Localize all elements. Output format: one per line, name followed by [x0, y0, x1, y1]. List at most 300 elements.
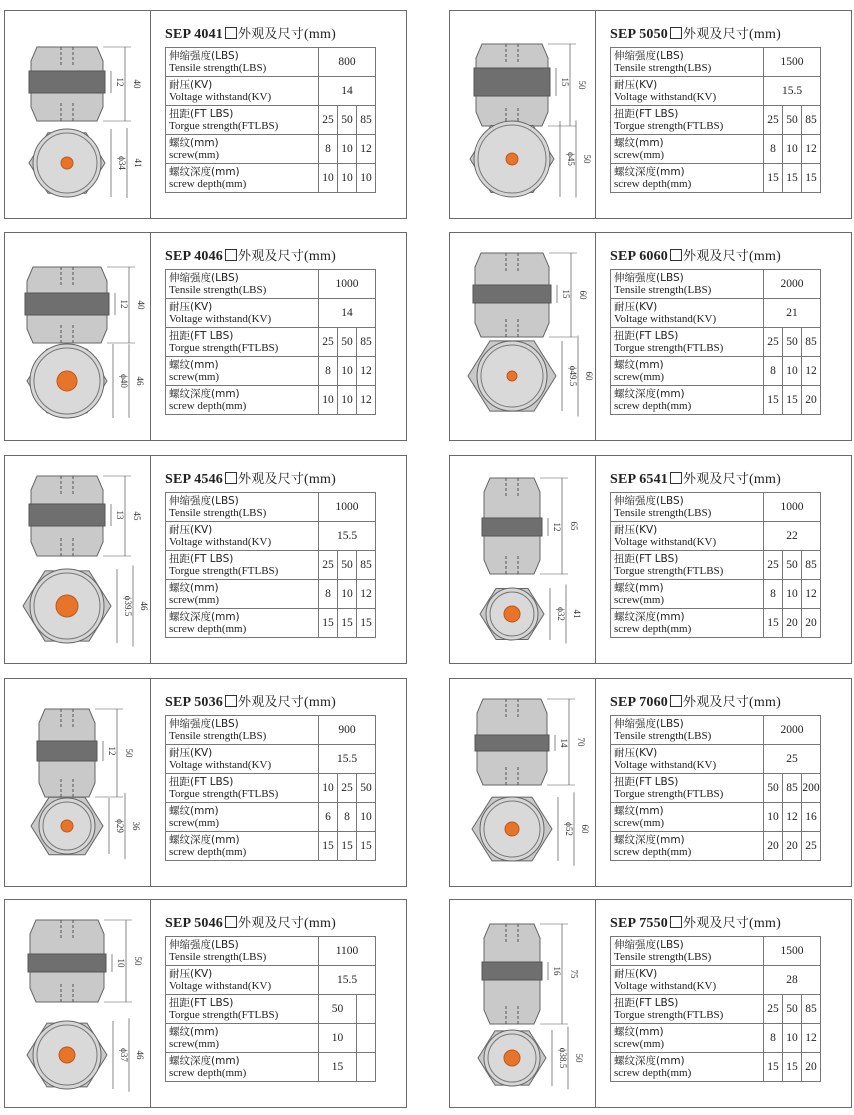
label-en: Voltage withstand(KV): [169, 91, 272, 103]
spec-label: [166, 803, 319, 832]
label-cn: 螺纹深度(mm): [614, 611, 685, 623]
spec-row-screw: [611, 803, 821, 832]
label-cn: 扭距(FT LBS): [169, 997, 234, 1009]
label-en: screw(mm): [614, 594, 665, 606]
band-dim-label: 12: [552, 522, 562, 532]
spec-value: 10: [783, 580, 802, 609]
product-title: [610, 912, 781, 932]
spec-value: 50: [764, 774, 783, 803]
spec-value: 85: [357, 106, 376, 135]
thread-hole: [504, 606, 520, 622]
label-en: screw(mm): [169, 371, 220, 383]
spec-value: 15: [764, 609, 783, 638]
spec-empty-cell: [357, 995, 376, 1024]
spec-value: 15: [764, 164, 783, 193]
spec-value: 10: [783, 1024, 802, 1053]
spec-row-screw: [611, 580, 821, 609]
product-title: [165, 691, 336, 711]
title-unit: (mm): [304, 472, 336, 487]
label-en: Torgue strength(FTLBS): [614, 565, 724, 577]
spec-value: 85: [783, 774, 802, 803]
spec-empty-cell: [357, 1053, 376, 1082]
spec-value: 2000: [764, 270, 821, 299]
label-en: screw(mm): [169, 594, 220, 606]
product-card: [4, 10, 407, 219]
label-cn: 耐压(KV): [169, 747, 213, 759]
insulator-band: [474, 68, 550, 96]
label-cn: 耐压(KV): [614, 79, 658, 91]
spec-value: 20: [802, 1053, 821, 1082]
spec-value: 8: [764, 580, 783, 609]
checkbox-square-icon: [670, 249, 682, 261]
label-en: Torgue strength(FTLBS): [169, 565, 279, 577]
product-title: [165, 468, 336, 488]
height-dim-label: 50: [133, 956, 143, 966]
spec-value: 85: [802, 995, 821, 1024]
spec-row-depth: [166, 609, 376, 638]
spec-row-voltage: [166, 77, 376, 106]
spec-value: 25: [802, 832, 821, 861]
label-en: screw(mm): [614, 371, 665, 383]
spec-value: 1000: [764, 493, 821, 522]
band-dim-label: 14: [559, 738, 569, 748]
spec-row-depth: [611, 164, 821, 193]
label-en: Tensile strength(LBS): [614, 730, 712, 742]
hex-dim-label: 41: [572, 609, 582, 619]
spec-row-screw: [166, 803, 376, 832]
insulator-drawing: [5, 679, 150, 888]
spec-label: [166, 774, 319, 803]
spec-value: 10: [338, 386, 357, 415]
label-cn: 扭距(FT LBS): [614, 108, 679, 120]
product-title: [165, 23, 336, 43]
height-dim-label: 65: [569, 521, 579, 531]
label-en: screw depth(mm): [614, 1067, 692, 1079]
product-title: [610, 245, 781, 265]
label-en: Tensile strength(LBS): [614, 284, 712, 296]
spec-value: 12: [802, 135, 821, 164]
band-dim-label: 15: [560, 77, 570, 87]
spec-value: 8: [338, 803, 357, 832]
spec-value: 20: [764, 832, 783, 861]
label-cn: 螺纹(mm): [169, 805, 219, 817]
spec-value: 8: [764, 135, 783, 164]
spec-value: 10: [357, 164, 376, 193]
label-cn: 伸缩强度(LBS): [169, 718, 239, 730]
label-en: Torgue strength(FTLBS): [169, 120, 279, 132]
thread-hole: [57, 371, 77, 391]
label-en: screw depth(mm): [614, 846, 692, 858]
label-cn: 螺纹深度(mm): [614, 388, 685, 400]
product-card: [449, 455, 852, 664]
spec-value: 12: [357, 386, 376, 415]
label-en: Voltage withstand(KV): [614, 759, 717, 771]
dia-dim-label: ϕ49.5: [568, 365, 578, 387]
card-divider: [150, 456, 151, 663]
spec-value: 10: [783, 357, 802, 386]
spec-value: 25: [764, 328, 783, 357]
spec-value: 20: [783, 609, 802, 638]
label-en: screw(mm): [169, 817, 220, 829]
spec-value: 10: [764, 803, 783, 832]
spec-value: 15.5: [319, 522, 376, 551]
spec-value: 50: [338, 106, 357, 135]
label-cn: 耐压(KV): [614, 301, 658, 313]
dia-dim-label: ϕ45: [566, 152, 576, 166]
insulator-band: [28, 954, 106, 972]
title-suffix-cn: 外观及尺寸: [238, 695, 305, 710]
spec-value: 25: [319, 106, 338, 135]
spec-value: 12: [357, 580, 376, 609]
label-en: Torgue strength(FTLBS): [169, 788, 279, 800]
insulator-drawing: [450, 11, 595, 220]
label-en: screw depth(mm): [169, 623, 247, 635]
spec-value: 50: [783, 995, 802, 1024]
spec-label: [611, 164, 764, 193]
card-divider: [150, 900, 151, 1107]
spec-value: 50: [783, 106, 802, 135]
label-en: screw depth(mm): [169, 178, 247, 190]
dia-dim-label: ϕ39.5: [123, 595, 133, 617]
spec-value: 15: [357, 832, 376, 861]
spec-row-torque: [611, 995, 821, 1024]
spec-value: 25: [764, 745, 821, 774]
checkbox-square-icon: [670, 472, 682, 484]
label-cn: 伸缩强度(LBS): [614, 939, 684, 951]
spec-table: [165, 715, 376, 861]
band-dim-label: 16: [552, 966, 562, 976]
spec-label: [611, 609, 764, 638]
label-en: Voltage withstand(KV): [614, 313, 717, 325]
spec-value: 8: [319, 580, 338, 609]
spec-label: [166, 937, 319, 966]
spec-value: 15: [783, 386, 802, 415]
label-cn: 螺纹(mm): [614, 582, 664, 594]
dia-dim-label: ϕ34: [117, 156, 127, 170]
spec-table: [610, 47, 821, 193]
checkbox-square-icon: [225, 916, 237, 928]
hex-dim-label: 60: [580, 824, 590, 834]
model-number: SEP 4046: [165, 249, 224, 264]
model-number: SEP 5046: [165, 916, 224, 931]
spec-row-voltage: [166, 966, 376, 995]
spec-row-depth: [166, 832, 376, 861]
spec-value: 85: [802, 106, 821, 135]
spec-value: 10: [319, 164, 338, 193]
spec-value: 14: [319, 299, 376, 328]
spec-row-tensile: [611, 716, 821, 745]
spec-value: 10: [319, 1024, 357, 1053]
insulator-drawing: [5, 456, 150, 665]
spec-label: [611, 580, 764, 609]
spec-row-torque: [611, 774, 821, 803]
model-number: SEP 6060: [610, 249, 669, 264]
spec-table: [610, 936, 821, 1082]
title-unit: (mm): [304, 27, 336, 42]
spec-value: 15.5: [764, 77, 821, 106]
spec-row-depth: [611, 609, 821, 638]
product-card: [449, 232, 852, 441]
dia-dim-label: ϕ32: [556, 607, 566, 621]
product-title: [165, 912, 336, 932]
label-en: Torgue strength(FTLBS): [169, 342, 279, 354]
model-number: SEP 7060: [610, 695, 669, 710]
spec-value: 25: [338, 774, 357, 803]
band-dim-label: 12: [107, 746, 117, 756]
spec-value: 50: [338, 551, 357, 580]
spec-value: 12: [783, 803, 802, 832]
spec-label: [166, 135, 319, 164]
label-cn: 伸缩强度(LBS): [614, 495, 684, 507]
spec-value: 10: [783, 135, 802, 164]
title-unit: (mm): [749, 249, 781, 264]
label-cn: 螺纹(mm): [614, 137, 664, 149]
label-en: screw(mm): [169, 149, 220, 161]
model-number: SEP 7550: [610, 916, 669, 931]
dia-dim-label: ϕ38.5: [558, 1047, 568, 1069]
product-card: [4, 455, 407, 664]
spec-value: 8: [319, 135, 338, 164]
product-card: [4, 899, 407, 1108]
spec-value: 1100: [319, 937, 376, 966]
spec-row-voltage: [611, 77, 821, 106]
spec-value: 15: [319, 609, 338, 638]
spec-label: [166, 299, 319, 328]
hex-dim-label: 50: [582, 154, 592, 164]
spec-label: [166, 995, 319, 1024]
label-en: screw(mm): [614, 817, 665, 829]
spec-row-voltage: [166, 522, 376, 551]
spec-label: [166, 522, 319, 551]
spec-label: [611, 522, 764, 551]
spec-row-tensile: [611, 48, 821, 77]
product-title: [610, 468, 781, 488]
hex-dim-label: 36: [131, 821, 141, 831]
label-cn: 耐压(KV): [169, 301, 213, 313]
height-dim-label: 60: [578, 290, 588, 300]
spec-row-torque: [166, 551, 376, 580]
label-en: Tensile strength(LBS): [614, 62, 712, 74]
spec-label: [611, 270, 764, 299]
title-unit: (mm): [749, 695, 781, 710]
checkbox-square-icon: [225, 249, 237, 261]
spec-value: 50: [338, 328, 357, 357]
dia-dim-label: ϕ40: [119, 374, 129, 388]
spec-value: 8: [764, 1024, 783, 1053]
label-cn: 耐压(KV): [614, 968, 658, 980]
card-divider: [150, 679, 151, 886]
spec-label: [611, 328, 764, 357]
spec-label: [611, 135, 764, 164]
product-card: [449, 678, 852, 887]
spec-row-tensile: [611, 937, 821, 966]
label-cn: 螺纹深度(mm): [614, 1055, 685, 1067]
hex-dim-label: 46: [139, 601, 149, 611]
spec-value: 15: [783, 1053, 802, 1082]
product-title: [610, 691, 781, 711]
spec-label: [611, 832, 764, 861]
spec-label: [611, 774, 764, 803]
band-dim-label: 10: [116, 958, 126, 968]
spec-label: [166, 357, 319, 386]
thread-hole: [505, 822, 519, 836]
spec-value: 15: [802, 164, 821, 193]
spec-label: [166, 270, 319, 299]
spec-table: [165, 936, 376, 1082]
insulator-drawing: [450, 456, 595, 665]
spec-value: 6: [319, 803, 338, 832]
spec-value: 10: [357, 803, 376, 832]
spec-value: 21: [764, 299, 821, 328]
spec-label: [611, 357, 764, 386]
thread-hole: [61, 157, 73, 169]
insulator-drawing: [450, 679, 595, 888]
spec-value: 25: [319, 551, 338, 580]
label-en: Voltage withstand(KV): [614, 536, 717, 548]
label-en: Tensile strength(LBS): [169, 730, 267, 742]
spec-value: 25: [764, 106, 783, 135]
spec-table: [165, 492, 376, 638]
label-cn: 螺纹深度(mm): [169, 834, 240, 846]
spec-row-screw: [611, 135, 821, 164]
spec-label: [166, 48, 319, 77]
spec-value: 10: [338, 580, 357, 609]
spec-value: 85: [357, 551, 376, 580]
label-en: Voltage withstand(KV): [614, 91, 717, 103]
spec-label: [166, 966, 319, 995]
title-unit: (mm): [749, 27, 781, 42]
label-en: Torgue strength(FTLBS): [614, 120, 724, 132]
spec-row-voltage: [166, 745, 376, 774]
title-suffix-cn: 外观及尺寸: [683, 249, 750, 264]
spec-value: 50: [783, 551, 802, 580]
spec-row-depth: [611, 1053, 821, 1082]
label-en: Tensile strength(LBS): [614, 951, 712, 963]
label-en: screw(mm): [614, 1038, 665, 1050]
thread-hole: [59, 1047, 75, 1063]
insulator-drawing: [5, 900, 150, 1109]
spec-value: 10: [338, 164, 357, 193]
spec-row-torque: [611, 328, 821, 357]
product-card: [449, 899, 852, 1108]
card-divider: [595, 233, 596, 440]
height-dim-label: 75: [569, 969, 579, 979]
spec-value: 1500: [764, 937, 821, 966]
label-en: Voltage withstand(KV): [169, 536, 272, 548]
label-cn: 伸缩强度(LBS): [614, 718, 684, 730]
spec-row-voltage: [611, 522, 821, 551]
label-en: screw depth(mm): [614, 178, 692, 190]
spec-row-screw: [166, 580, 376, 609]
spec-row-torque: [166, 774, 376, 803]
spec-row-tensile: [611, 270, 821, 299]
spec-row-tensile: [166, 937, 376, 966]
spec-label: [611, 106, 764, 135]
spec-label: [166, 77, 319, 106]
hex-dim-label: 46: [135, 1050, 145, 1060]
spec-value: 900: [319, 716, 376, 745]
spec-value: 1000: [319, 270, 376, 299]
label-cn: 螺纹深度(mm): [169, 611, 240, 623]
label-en: screw depth(mm): [614, 400, 692, 412]
dia-dim-label: ϕ52: [564, 822, 574, 836]
model-number: SEP 5036: [165, 695, 224, 710]
spec-value: 1000: [319, 493, 376, 522]
insulator-band: [473, 285, 551, 303]
spec-row-depth: [166, 386, 376, 415]
spec-row-voltage: [611, 966, 821, 995]
spec-row-depth: [611, 832, 821, 861]
insulator-band: [37, 741, 97, 761]
label-cn: 耐压(KV): [614, 747, 658, 759]
spec-row-tensile: [166, 48, 376, 77]
spec-label: [166, 745, 319, 774]
hex-dim-label: 50: [574, 1053, 584, 1063]
label-cn: 伸缩强度(LBS): [169, 495, 239, 507]
label-cn: 扭距(FT LBS): [614, 776, 679, 788]
spec-label: [611, 77, 764, 106]
spec-label: [166, 551, 319, 580]
label-en: Torgue strength(FTLBS): [614, 1009, 724, 1021]
height-dim-label: 50: [577, 80, 587, 90]
thread-hole: [56, 595, 78, 617]
spec-value: 50: [357, 774, 376, 803]
spec-label: [166, 609, 319, 638]
label-cn: 螺纹(mm): [169, 359, 219, 371]
label-en: Torgue strength(FTLBS): [169, 1009, 279, 1021]
spec-label: [166, 1024, 319, 1053]
spec-label: [611, 48, 764, 77]
spec-value: 12: [357, 357, 376, 386]
spec-row-tensile: [166, 270, 376, 299]
thread-hole: [504, 1050, 520, 1066]
spec-row-tensile: [166, 716, 376, 745]
spec-label: [166, 106, 319, 135]
spec-value: 8: [319, 357, 338, 386]
spec-row-torque: [166, 995, 376, 1024]
label-cn: 伸缩强度(LBS): [169, 50, 239, 62]
insulator-band: [29, 71, 105, 93]
height-dim-label: 45: [132, 511, 142, 521]
card-divider: [595, 11, 596, 218]
label-en: screw depth(mm): [169, 846, 247, 858]
spec-empty-cell: [357, 1024, 376, 1053]
label-cn: 扭距(FT LBS): [169, 776, 234, 788]
label-en: screw(mm): [614, 149, 665, 161]
label-en: Tensile strength(LBS): [169, 284, 267, 296]
spec-value: 8: [764, 357, 783, 386]
spec-value: 15.5: [319, 966, 376, 995]
spec-value: 15.5: [319, 745, 376, 774]
spec-value: 12: [357, 135, 376, 164]
label-cn: 扭距(FT LBS): [614, 553, 679, 565]
spec-value: 15: [338, 609, 357, 638]
spec-row-tensile: [611, 493, 821, 522]
height-dim-label: 40: [136, 300, 146, 310]
spec-value: 800: [319, 48, 376, 77]
checkbox-square-icon: [225, 27, 237, 39]
spec-label: [611, 937, 764, 966]
checkbox-square-icon: [225, 695, 237, 707]
spec-value: 12: [802, 357, 821, 386]
spec-row-screw: [611, 357, 821, 386]
spec-value: 15: [764, 1053, 783, 1082]
label-cn: 螺纹(mm): [614, 1026, 664, 1038]
label-cn: 螺纹(mm): [614, 805, 664, 817]
card-divider: [595, 679, 596, 886]
spec-table: [165, 47, 376, 193]
model-number: SEP 6541: [610, 472, 669, 487]
